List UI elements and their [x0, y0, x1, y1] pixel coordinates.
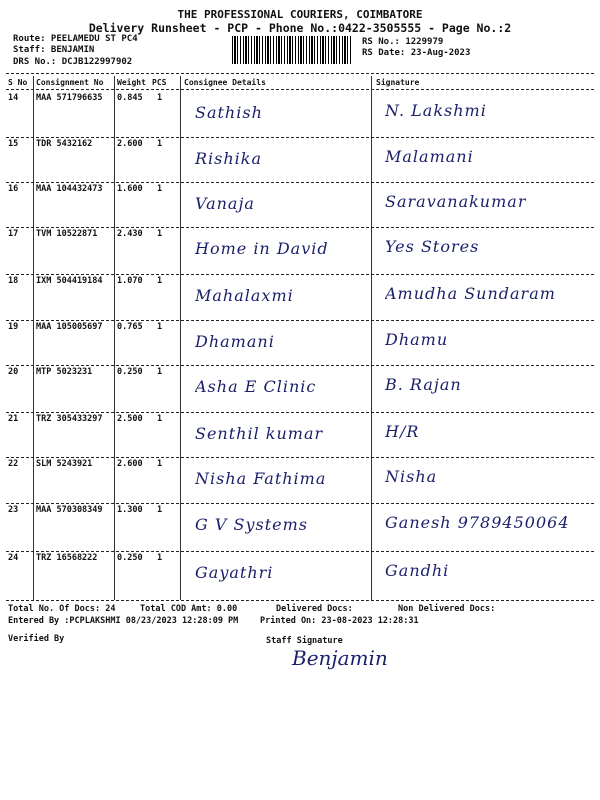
- row-consignee-handwriting: Asha E Clinic: [195, 377, 317, 396]
- row-sno: 18: [8, 276, 19, 286]
- column-header: Consignment No: [36, 78, 104, 87]
- column-header: PCS: [152, 78, 167, 87]
- delivered-docs: Delivered Docs:: [276, 604, 353, 614]
- row-consignment-no: IXM 504419184: [36, 276, 103, 286]
- row-signature-handwriting: N. Lakshmi: [385, 101, 487, 120]
- row-weight: 1.070: [117, 276, 143, 286]
- row-divider: [6, 137, 594, 138]
- company-title: THE PROFESSIONAL COURIERS, COIMBATORE: [177, 8, 423, 21]
- column-divider: [114, 76, 115, 600]
- row-pcs: 1: [157, 139, 163, 149]
- row-sno: 16: [8, 184, 19, 194]
- row-sno: 20: [8, 367, 19, 377]
- row-consignee-handwriting: Nisha Fathima: [195, 469, 327, 488]
- row-divider: [6, 503, 594, 504]
- row-sno: 19: [8, 322, 19, 332]
- row-consignee-handwriting: G V Systems: [195, 515, 308, 534]
- row-consignee-handwriting: Gayathri: [195, 563, 274, 582]
- row-divider: [6, 227, 594, 228]
- row-weight: 2.600: [117, 459, 143, 469]
- column-divider: [180, 76, 181, 600]
- row-sno: 15: [8, 139, 19, 149]
- row-sno: 23: [8, 505, 19, 515]
- row-sno: 24: [8, 553, 19, 563]
- row-pcs: 1: [157, 459, 163, 469]
- row-sno: 21: [8, 414, 19, 424]
- column-header: Consignee Details: [184, 78, 266, 87]
- row-signature-handwriting: H/R: [385, 422, 420, 441]
- column-header: Signature: [376, 78, 420, 87]
- row-consignment-no: MTP 5023231: [36, 367, 93, 377]
- column-header: S No: [8, 78, 28, 87]
- row-pcs: 1: [157, 229, 163, 239]
- row-signature-handwriting: Saravanakumar: [385, 192, 527, 211]
- row-divider: [6, 320, 594, 321]
- route-label: Route: PEELAMEDU ST PC4: [13, 34, 138, 44]
- drs-number: DRS No.: DCJB122997902: [13, 57, 133, 67]
- row-weight: 2.600: [117, 139, 143, 149]
- row-consignee-handwriting: Sathish: [195, 103, 263, 122]
- row-consignee-handwriting: Senthil kumar: [195, 424, 324, 443]
- row-consignment-no: TRZ 305433297: [36, 414, 103, 424]
- row-weight: 2.500: [117, 414, 143, 424]
- row-consignee-handwriting: Rishika: [195, 149, 263, 168]
- staff-signature-label: Staff Signature: [266, 636, 343, 646]
- column-header: Weight: [117, 78, 146, 87]
- row-consignee-handwriting: Home in David: [195, 239, 329, 258]
- row-sno: 17: [8, 229, 19, 239]
- row-pcs: 1: [157, 276, 163, 286]
- row-consignee-handwriting: Vanaja: [195, 194, 255, 213]
- total-cod: Total COD Amt: 0.00: [140, 604, 238, 614]
- row-divider: [6, 457, 594, 458]
- row-divider: [6, 274, 594, 275]
- row-weight: 0.250: [117, 367, 143, 377]
- row-consignment-no: TRZ 16568222: [36, 553, 98, 563]
- row-pcs: 1: [157, 553, 163, 563]
- row-weight: 0.845: [117, 93, 143, 103]
- verified-by: Verified By: [8, 634, 65, 644]
- barcode: [232, 36, 352, 64]
- staff-label: Staff: BENJAMIN: [13, 45, 95, 55]
- non-delivered-docs: Non Delivered Docs:: [398, 604, 496, 614]
- rs-number: RS No.: 1229979: [362, 37, 444, 47]
- row-consignment-no: MAA 105005697: [36, 322, 103, 332]
- row-consignment-no: TDR 5432162: [36, 139, 93, 149]
- header-bottom-rule: [6, 89, 594, 90]
- row-weight: 2.430: [117, 229, 143, 239]
- row-signature-handwriting: Malamani: [385, 147, 474, 166]
- row-consignment-no: MAA 570308349: [36, 505, 103, 515]
- runsheet-subtitle: Delivery Runsheet - PCP - Phone No.:0422-3505555 - Page No.:2: [88, 21, 512, 35]
- row-sno: 22: [8, 459, 19, 469]
- row-signature-handwriting: B. Rajan: [385, 375, 462, 394]
- row-divider: [6, 412, 594, 413]
- row-weight: 0.765: [117, 322, 143, 332]
- row-divider: [6, 551, 594, 552]
- row-pcs: 1: [157, 414, 163, 424]
- row-pcs: 1: [157, 93, 163, 103]
- row-signature-handwriting: Ganesh 9789450064: [385, 513, 570, 532]
- printed-on: Printed On: 23-08-2023 12:28:31: [260, 616, 419, 626]
- row-signature-handwriting: Yes Stores: [385, 237, 480, 256]
- row-divider: [6, 365, 594, 366]
- row-signature-handwriting: Nisha: [385, 467, 438, 486]
- row-consignee-handwriting: Dhamani: [195, 332, 275, 351]
- row-signature-handwriting: Gandhi: [385, 561, 450, 580]
- column-divider: [33, 76, 34, 600]
- row-pcs: 1: [157, 367, 163, 377]
- rs-date: RS Date: 23-Aug-2023: [362, 48, 471, 58]
- row-signature-handwriting: Amudha Sundaram: [385, 284, 556, 303]
- row-pcs: 1: [157, 322, 163, 332]
- row-pcs: 1: [157, 505, 163, 515]
- row-consignee-handwriting: Mahalaxmi: [195, 286, 294, 305]
- row-consignment-no: SLM 5243921: [36, 459, 93, 469]
- row-weight: 1.600: [117, 184, 143, 194]
- row-consignment-no: MAA 571796635: [36, 93, 103, 103]
- row-divider: [6, 182, 594, 183]
- row-pcs: 1: [157, 184, 163, 194]
- entered-by: Entered By :PCPLAKSHMI 08/23/2023 12:28:09 PM: [8, 616, 239, 626]
- table-top-rule: [6, 73, 594, 74]
- row-consignment-no: MAA 104432473: [36, 184, 103, 194]
- row-weight: 0.250: [117, 553, 143, 563]
- row-signature-handwriting: Dhamu: [385, 330, 449, 349]
- table-bottom-rule: [6, 600, 594, 601]
- staff-signature-hand: Benjamin: [292, 646, 388, 670]
- row-sno: 14: [8, 93, 19, 103]
- column-divider: [371, 76, 372, 600]
- total-docs: Total No. Of Docs: 24: [8, 604, 116, 614]
- row-weight: 1.300: [117, 505, 143, 515]
- row-consignment-no: TVM 10522871: [36, 229, 98, 239]
